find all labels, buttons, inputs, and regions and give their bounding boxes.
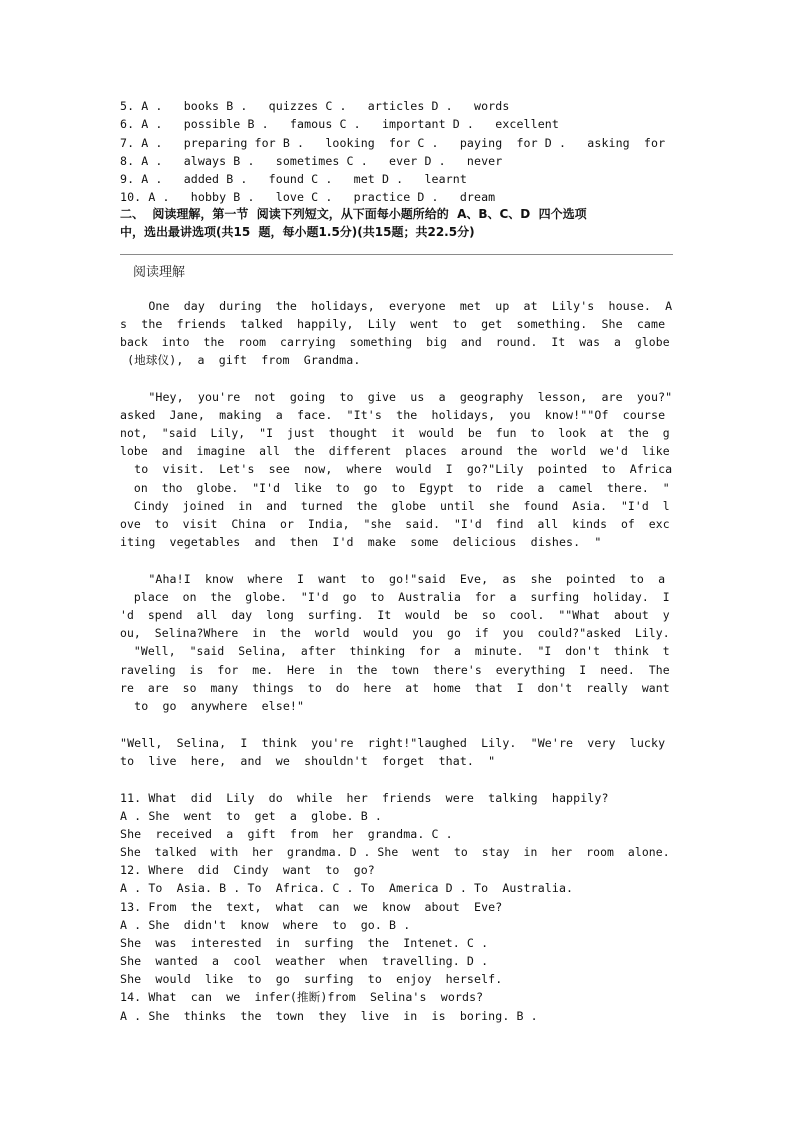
answer-option-line: 9. A . added B . found C . met D . learnt — [120, 172, 467, 186]
passage-line: place on the globe. "I'd go to Australia for a surfing holiday. I — [120, 590, 670, 604]
passage-line: raveling is for me. Here in the town there's everything I need. The — [120, 663, 670, 677]
passage-line: asked Jane, making a face. "It's the holidays, you know!""Of course — [120, 408, 666, 422]
passage-line: on tho globe. "I'd like to go to Egypt to ride a camel there. " — [120, 481, 670, 495]
instruction-line: 中，选出最讲选项(共15 题，每小题1.5分)(共15题；共22.5分) — [120, 225, 475, 239]
passage-line: lobe and imagine all the different places around the world we'd like — [120, 444, 670, 458]
section-divider — [120, 254, 673, 255]
question-line: 14. What can we infer(推断)from Selina's words? — [120, 990, 484, 1004]
passage-line: 'd spend all day long surfing. It would be so cool. ""What about y — [120, 608, 670, 622]
passage-line: not, "said Lily, "I just thought it would be fun to look at the g — [120, 426, 670, 440]
passage-line: (地球仪), a gift from Grandma. — [120, 353, 361, 367]
answer-option-line: 7. A . preparing for B . looking for C . paying for D . asking for — [120, 136, 666, 150]
passage-line: "Hey, you're not going to give us a geography lesson, are you?" — [120, 390, 673, 404]
question-line: She would like to go surfing to enjoy herself. — [120, 972, 503, 986]
passage-line: to visit. Let's see now, where would I go?"Lily pointed to Africa — [120, 462, 673, 476]
passage-line: to go anywhere else!" — [120, 699, 305, 713]
section-heading: 阅读理解 — [133, 265, 186, 280]
question-line: She wanted a cool weather when travelling. D . — [120, 954, 489, 968]
passage-line: back into the room carrying something big and round. It was a globe — [120, 335, 670, 349]
instruction-line: 二、 阅读理解，第一节 阅读下列短文，从下面每小题所给的 A、B、C、D 四个选项 — [120, 207, 587, 221]
passage-line: "Aha!I know where I want to go!"said Eve, as she pointed to a — [120, 572, 666, 586]
question-line: A . She went to get a globe. B . — [120, 809, 382, 823]
question-line: A . To Asia. B . To Africa. C . To America D . To Australia. — [120, 881, 574, 895]
passage-line: iting vegetables and then I'd make some delicious dishes. " — [120, 535, 602, 549]
question-line: She received a gift from her grandma. C . — [120, 827, 453, 841]
question-line: A . She thinks the town they live in is boring. B . — [120, 1009, 538, 1023]
answer-option-line: 10. A . hobby B . love C . practice D . dream — [120, 190, 496, 204]
question-line: A . She didn't know where to go. B . — [120, 918, 411, 932]
question-line: 11. What did Lily do while her friends were talking happily? — [120, 791, 609, 805]
passage-line: to live here, and we shouldn't forget that. " — [120, 754, 496, 768]
passage-line: ove to visit China or India, "she said. "I'd find all kinds of exc — [120, 517, 670, 531]
passage-line: ou, Selina?Where in the world would you go if you could?"asked Lily. — [120, 626, 670, 640]
question-line: 12. Where did Cindy want to go? — [120, 863, 375, 877]
question-line: She talked with her grandma. D . She went to stay in her room alone. — [120, 845, 670, 859]
passage-line: "Well, "said Selina, after thinking for a minute. "I don't think t — [120, 644, 670, 658]
passage-line: re are so many things to do here at home that I don't really want — [120, 681, 670, 695]
passage-line: One day during the holidays, everyone met up at Lily's house. A — [120, 299, 673, 313]
passage-line: "Well, Selina, I think you're right!"laughed Lily. "We're very lucky — [120, 736, 666, 750]
answer-option-line: 5. A . books B . quizzes C . articles D . words — [120, 99, 510, 113]
passage-line: Cindy joined in and turned the globe until she found Asia. "I'd l — [120, 499, 670, 513]
answer-option-line: 6. A . possible B . famous C . important D . excellent — [120, 117, 559, 131]
question-line: 13. From the text, what can we know about Eve? — [120, 900, 503, 914]
question-line: She was interested in surfing the Intenet. C . — [120, 936, 489, 950]
answer-option-line: 8. A . always B . sometimes C . ever D . never — [120, 154, 503, 168]
passage-line: s the friends talked happily, Lily went to get something. She came — [120, 317, 666, 331]
